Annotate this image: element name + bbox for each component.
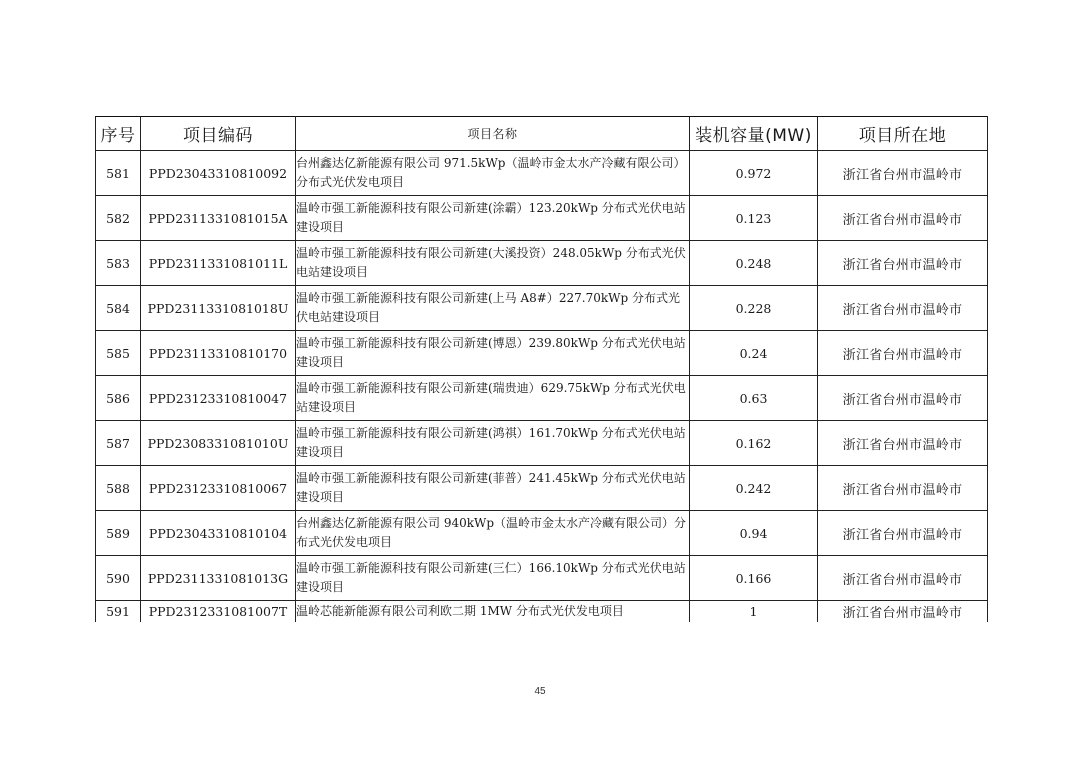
row-location: 浙江省台州市温岭市 xyxy=(818,556,988,601)
project-table xyxy=(95,116,988,622)
table-row xyxy=(96,241,988,286)
row-capacity: 0.166 xyxy=(690,556,818,601)
row-no: 584 xyxy=(96,286,141,331)
row-capacity: 1 xyxy=(690,601,818,622)
table-row xyxy=(96,376,988,421)
row-capacity: 0.242 xyxy=(690,466,818,511)
row-no: 588 xyxy=(96,466,141,511)
row-no: 586 xyxy=(96,376,141,421)
row-location: 浙江省台州市温岭市 xyxy=(818,376,988,421)
table-row xyxy=(96,286,988,331)
header-capacity: 装机容量(MW) xyxy=(690,117,818,151)
row-code: PPD23123310810067 xyxy=(141,466,296,511)
row-no: 591 xyxy=(96,601,141,622)
row-location: 浙江省台州市温岭市 xyxy=(818,331,988,376)
row-no: 585 xyxy=(96,331,141,376)
row-name: 温岭市强工新能源科技有限公司新建(涂霸）123.20kWp 分布式光伏电站建设项目 xyxy=(296,196,690,241)
row-capacity: 0.162 xyxy=(690,421,818,466)
row-location: 浙江省台州市温岭市 xyxy=(818,151,988,196)
row-no: 589 xyxy=(96,511,141,556)
header-code: 项目编码 xyxy=(141,117,296,151)
table-row xyxy=(96,466,988,511)
row-location: 浙江省台州市温岭市 xyxy=(818,241,988,286)
row-name: 温岭市强工新能源科技有限公司新建(大溪投资）248.05kWp 分布式光伏电站建设项目 xyxy=(296,241,690,286)
row-capacity: 0.24 xyxy=(690,331,818,376)
row-name: 温岭市强工新能源科技有限公司新建(鸿祺）161.70kWp 分布式光伏电站建设项目 xyxy=(296,421,690,466)
row-capacity: 0.123 xyxy=(690,196,818,241)
row-name: 温岭市强工新能源科技有限公司新建(瑞贵迪）629.75kWp 分布式光伏电站建设项目 xyxy=(296,376,690,421)
row-location: 浙江省台州市温岭市 xyxy=(818,601,988,622)
row-name: 温岭芯能新能源有限公司利欧二期 1MW 分布式光伏发电项目 xyxy=(296,601,690,622)
page-number: 45 xyxy=(534,686,546,697)
table-row xyxy=(96,196,988,241)
row-no: 590 xyxy=(96,556,141,601)
table-row xyxy=(96,331,988,376)
table-row xyxy=(96,556,988,601)
row-name: 台州鑫达亿新能源有限公司 940kWp（温岭市金太水产冷藏有限公司）分布式光伏发电项目 xyxy=(296,511,690,556)
table-row xyxy=(96,511,988,556)
row-code: PPD2311331081018U xyxy=(141,286,296,331)
row-name: 温岭市强工新能源科技有限公司新建(博恩）239.80kWp 分布式光伏电站建设项目 xyxy=(296,331,690,376)
row-name: 温岭市强工新能源科技有限公司新建(三仁）166.10kWp 分布式光伏电站建设项目 xyxy=(296,556,690,601)
row-name: 温岭市强工新能源科技有限公司新建(菲普）241.45kWp 分布式光伏电站建设项目 xyxy=(296,466,690,511)
header-name: 项目名称 xyxy=(296,117,690,151)
row-no: 587 xyxy=(96,421,141,466)
row-capacity: 0.248 xyxy=(690,241,818,286)
row-no: 581 xyxy=(96,151,141,196)
row-location: 浙江省台州市温岭市 xyxy=(818,511,988,556)
row-code: PPD23043310810092 xyxy=(141,151,296,196)
table-row xyxy=(96,421,988,466)
table-row xyxy=(96,601,988,622)
row-name: 温岭市强工新能源科技有限公司新建(上马 A8#）227.70kWp 分布式光伏电站建设项目 xyxy=(296,286,690,331)
header-no: 序号 xyxy=(96,117,141,151)
table-header-row xyxy=(96,117,988,151)
row-code: PPD23113310810170 xyxy=(141,331,296,376)
row-code: PPD23123310810047 xyxy=(141,376,296,421)
row-location: 浙江省台州市温岭市 xyxy=(818,421,988,466)
row-code: PPD2312331081007T xyxy=(141,601,296,622)
row-capacity: 0.972 xyxy=(690,151,818,196)
row-location: 浙江省台州市温岭市 xyxy=(818,466,988,511)
header-location: 项目所在地 xyxy=(818,117,988,151)
row-code: PPD2308331081010U xyxy=(141,421,296,466)
row-code: PPD23043310810104 xyxy=(141,511,296,556)
row-location: 浙江省台州市温岭市 xyxy=(818,196,988,241)
row-name: 台州鑫达亿新能源有限公司 971.5kWp（温岭市金太水产冷藏有限公司）分布式光伏发电项目 xyxy=(296,151,690,196)
row-location: 浙江省台州市温岭市 xyxy=(818,286,988,331)
row-no: 582 xyxy=(96,196,141,241)
row-capacity: 0.94 xyxy=(690,511,818,556)
table-row xyxy=(96,151,988,196)
row-code: PPD2311331081013G xyxy=(141,556,296,601)
row-code: PPD2311331081015A xyxy=(141,196,296,241)
row-no: 583 xyxy=(96,241,141,286)
row-capacity: 0.228 xyxy=(690,286,818,331)
row-capacity: 0.63 xyxy=(690,376,818,421)
row-code: PPD2311331081011L xyxy=(141,241,296,286)
